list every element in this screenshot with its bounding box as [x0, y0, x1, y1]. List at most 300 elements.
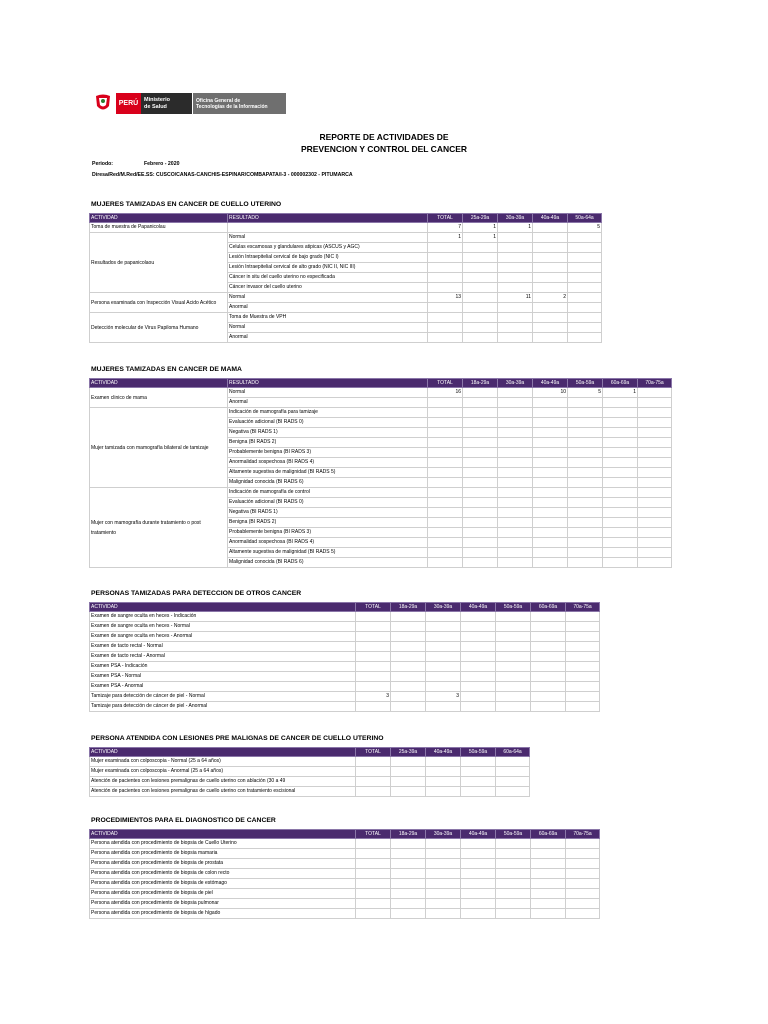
value-cell [461, 909, 496, 919]
value-cell [498, 303, 533, 313]
value-cell [463, 528, 498, 538]
value-cell: 1 [463, 233, 498, 243]
value-cell [391, 622, 426, 632]
activity-cell: Examen PSA - Anormal [90, 682, 356, 692]
value-cell [461, 839, 496, 849]
value-cell: 1 [428, 233, 463, 243]
column-header: 25a-39a [391, 748, 426, 757]
value-cell [463, 498, 498, 508]
value-cell [498, 263, 533, 273]
value-cell [531, 839, 566, 849]
period-label: Periodo: [92, 161, 114, 167]
result-cell: Anormalidad sospechosa (BI RADS 4) [228, 538, 428, 548]
value-cell [568, 538, 603, 548]
value-cell [531, 869, 566, 879]
result-cell: Malignidad conocida (BI RADS 6) [228, 478, 428, 488]
value-cell [603, 478, 638, 488]
table-row [90, 869, 600, 879]
table-row [90, 652, 600, 662]
value-cell [356, 642, 391, 652]
value-cell [531, 909, 566, 919]
value-cell [638, 558, 672, 568]
result-cell: Normal [228, 293, 428, 303]
value-cell [356, 787, 391, 797]
value-cell [533, 263, 568, 273]
table-header-row [90, 379, 672, 388]
table-row [90, 839, 600, 849]
activity-cell: Examen PSA - Indicación [90, 662, 356, 672]
value-cell [533, 408, 568, 418]
column-header: TOTAL [428, 379, 463, 388]
value-cell [356, 652, 391, 662]
value-cell [428, 528, 463, 538]
value-cell [356, 682, 391, 692]
value-cell [603, 548, 638, 558]
value-cell [463, 273, 498, 283]
value-cell [568, 478, 603, 488]
value-cell [566, 642, 600, 652]
value-cell [428, 518, 463, 528]
value-cell [463, 243, 498, 253]
value-cell [496, 612, 531, 622]
value-cell [428, 303, 463, 313]
value-cell [391, 672, 426, 682]
value-cell [568, 528, 603, 538]
value-cell [531, 859, 566, 869]
result-cell: Malignidad conocida (BI RADS 6) [228, 558, 428, 568]
value-cell [498, 243, 533, 253]
value-cell [461, 682, 496, 692]
value-cell [638, 388, 672, 398]
value-cell [498, 548, 533, 558]
value-cell [463, 333, 498, 343]
value-cell [428, 468, 463, 478]
value-cell [426, 839, 461, 849]
value-cell [356, 849, 391, 859]
value-cell [638, 418, 672, 428]
table-row [90, 488, 672, 498]
value-cell [356, 662, 391, 672]
value-cell [566, 682, 600, 692]
value-cell [498, 498, 533, 508]
report-title-line-2: PREVENCION Y CONTROL DEL CANCER [300, 144, 468, 154]
table-row [90, 899, 600, 909]
activity-cell: Persona atendida con procedimiento de biopsia de hígado [90, 909, 356, 919]
value-cell [461, 787, 496, 797]
value-cell [496, 839, 531, 849]
table-row [90, 702, 600, 712]
value-cell [533, 448, 568, 458]
value-cell [568, 293, 602, 303]
value-cell [461, 889, 496, 899]
value-cell [568, 468, 603, 478]
value-cell [356, 757, 391, 767]
value-cell [533, 233, 568, 243]
value-cell [533, 273, 568, 283]
value-cell [428, 333, 463, 343]
value-cell [531, 849, 566, 859]
value-cell [533, 323, 568, 333]
column-header: 18a-29a [391, 830, 426, 839]
value-cell [603, 418, 638, 428]
value-cell [533, 528, 568, 538]
value-cell [428, 398, 463, 408]
value-cell [391, 849, 426, 859]
column-header: TOTAL [356, 748, 391, 757]
value-cell [533, 558, 568, 568]
value-cell [496, 899, 531, 909]
value-cell [391, 909, 426, 919]
ministry-line-1: Ministerio [144, 97, 170, 103]
table-row [90, 757, 530, 767]
result-cell: Normal [228, 233, 428, 243]
value-cell [603, 538, 638, 548]
activity-cell: Mujer tamizada con mamografía bilateral de tamizaje [90, 408, 228, 488]
section-title-other-cancer: PERSONAS TAMIZADAS PARA DETECCION DE OTROS CANCER [91, 590, 302, 597]
value-cell [603, 428, 638, 438]
table-row [90, 692, 600, 702]
section-title-premalignant: PERSONA ATENDIDA CON LESIONES PRE MALIGNAS DE CANCER DE CUELLO UTERINO [91, 735, 384, 742]
value-cell [391, 757, 426, 767]
column-header: 40a-49a [533, 214, 568, 223]
value-cell [531, 612, 566, 622]
column-header: 30a-39a [426, 830, 461, 839]
value-cell [391, 652, 426, 662]
value-cell [533, 548, 568, 558]
value-cell [428, 448, 463, 458]
column-header: ACTIVIDAD [90, 214, 228, 223]
value-cell [391, 767, 426, 777]
value-cell [531, 879, 566, 889]
result-cell: Negativa (BI RADS 1) [228, 508, 428, 518]
value-cell [463, 323, 498, 333]
value-cell [498, 283, 533, 293]
column-header: 30a-39a [426, 603, 461, 612]
value-cell [638, 538, 672, 548]
value-cell [426, 859, 461, 869]
value-cell [533, 458, 568, 468]
value-cell [496, 652, 531, 662]
column-header: ACTIVIDAD [90, 379, 228, 388]
result-cell: Altamente sugestiva de malignidad (BI RADS 5) [228, 548, 428, 558]
value-cell [638, 508, 672, 518]
value-cell [603, 458, 638, 468]
value-cell [428, 243, 463, 253]
column-header: TOTAL [356, 603, 391, 612]
column-header: 40a-49a [426, 748, 461, 757]
value-cell [428, 538, 463, 548]
activity-cell: Examen de sangre oculta en heces - Indicación [90, 612, 356, 622]
value-cell [463, 263, 498, 273]
table-row [90, 682, 600, 692]
value-cell [461, 612, 496, 622]
value-cell [568, 418, 603, 428]
value-cell [463, 408, 498, 418]
value-cell [391, 692, 426, 702]
column-header: 50a-59a [568, 379, 603, 388]
value-cell [603, 488, 638, 498]
value-cell [603, 528, 638, 538]
value-cell [566, 879, 600, 889]
value-cell [566, 702, 600, 712]
activity-cell: Resultados de papanicolaou [90, 233, 228, 293]
value-cell [498, 528, 533, 538]
value-cell [461, 662, 496, 672]
value-cell: 10 [533, 388, 568, 398]
value-cell [463, 518, 498, 528]
result-cell: Anormalidad sospechosa (BI RADS 4) [228, 458, 428, 468]
value-cell [566, 612, 600, 622]
result-cell: Lesión Intraepitelial cervical de alto grado (NIC II, NIC III) [228, 263, 428, 273]
value-cell [498, 273, 533, 283]
value-cell [498, 538, 533, 548]
minsa-logo [92, 93, 286, 114]
column-header: ACTIVIDAD [90, 830, 356, 839]
value-cell [496, 849, 531, 859]
activity-cell: Detección molecular de Virus Papiloma Humano [90, 313, 228, 343]
result-cell: Probablemente benigna (BI RADS 3) [228, 528, 428, 538]
diresa-line: Diresa/Red/M.Red/EE.SS: CUSCO/CANAS-CANCHIS-ESPINAR/COMBAPATA/I-3 - 000002302 - PITUMARCA [92, 172, 353, 178]
value-cell [498, 313, 533, 323]
value-cell: 1 [463, 223, 498, 233]
report-title-line-1: REPORTE DE ACTIVIDADES DE [319, 132, 449, 142]
value-cell [356, 672, 391, 682]
table-row [90, 293, 602, 303]
activity-cell: Examen de sangre oculta en heces - Normal [90, 622, 356, 632]
value-cell [463, 468, 498, 478]
table-row [90, 889, 600, 899]
office-line-2: Tecnologías de la Información [196, 103, 268, 110]
value-cell [463, 303, 498, 313]
activity-cell: Persona atendida con procedimiento de biopsia mamaria [90, 849, 356, 859]
value-cell [531, 662, 566, 672]
value-cell [498, 398, 533, 408]
ministry-label [141, 93, 192, 114]
value-cell [461, 622, 496, 632]
result-cell: Negativa (BI RADS 1) [228, 428, 428, 438]
value-cell [496, 777, 530, 787]
value-cell [461, 879, 496, 889]
value-cell [498, 253, 533, 263]
value-cell: 7 [428, 223, 463, 233]
value-cell [426, 642, 461, 652]
value-cell [603, 518, 638, 528]
column-header: 40a-49a [461, 603, 496, 612]
column-header: 18a-29a [391, 603, 426, 612]
result-cell: Anormal [228, 303, 428, 313]
value-cell [566, 909, 600, 919]
value-cell [568, 253, 602, 263]
value-cell [638, 468, 672, 478]
result-cell: Anormal [228, 398, 428, 408]
table-row [90, 787, 530, 797]
value-cell [566, 622, 600, 632]
column-header: 30a-39a [498, 379, 533, 388]
value-cell [461, 899, 496, 909]
activity-cell: Persona atendida con procedimiento de biopsia de piel [90, 889, 356, 899]
value-cell [428, 418, 463, 428]
section-title-diagnostic: PROCEDIMIENTOS PARA EL DIAGNOSTICO DE CANCER [91, 817, 276, 824]
value-cell [603, 438, 638, 448]
value-cell: 5 [568, 388, 603, 398]
activity-cell: Persona atendida con procedimiento de biopsia de estómago [90, 879, 356, 889]
table-row [90, 879, 600, 889]
value-cell [391, 859, 426, 869]
table-row [90, 612, 600, 622]
value-cell [461, 702, 496, 712]
value-cell [533, 498, 568, 508]
value-cell [391, 839, 426, 849]
value-cell [533, 488, 568, 498]
value-cell [531, 899, 566, 909]
result-cell: Indicación de mamografía de control [228, 488, 428, 498]
column-header: 60a-69a [531, 603, 566, 612]
value-cell [426, 889, 461, 899]
value-cell [428, 458, 463, 468]
column-header: 30a-39a [498, 214, 533, 223]
table-row [90, 313, 602, 323]
value-cell [566, 692, 600, 702]
value-cell [603, 448, 638, 458]
column-header: 60a-69a [531, 830, 566, 839]
value-cell [496, 642, 531, 652]
value-cell [568, 548, 603, 558]
value-cell [566, 869, 600, 879]
value-cell [533, 508, 568, 518]
value-cell: 13 [428, 293, 463, 303]
value-cell [356, 702, 391, 712]
table-row [90, 859, 600, 869]
value-cell [391, 642, 426, 652]
value-cell [496, 767, 530, 777]
value-cell [498, 233, 533, 243]
value-cell [531, 702, 566, 712]
value-cell [498, 388, 533, 398]
value-cell [428, 283, 463, 293]
column-header: ACTIVIDAD [90, 603, 356, 612]
value-cell [428, 408, 463, 418]
value-cell: 5 [568, 223, 602, 233]
activity-cell: Persona atendida con procedimiento de biopsia de Cuello Uterino [90, 839, 356, 849]
value-cell [461, 859, 496, 869]
value-cell [568, 263, 602, 273]
value-cell [603, 508, 638, 518]
value-cell [428, 428, 463, 438]
value-cell [638, 448, 672, 458]
value-cell [566, 859, 600, 869]
result-cell: Anormal [228, 333, 428, 343]
value-cell [356, 859, 391, 869]
value-cell [531, 642, 566, 652]
value-cell [391, 662, 426, 672]
office-line-1: Oficina General de [196, 97, 241, 104]
value-cell [498, 333, 533, 343]
activity-cell: Persona atendida con procedimiento de biopsia de prostata [90, 859, 356, 869]
value-cell [638, 528, 672, 538]
value-cell [603, 408, 638, 418]
table-row [90, 777, 530, 787]
value-cell [426, 622, 461, 632]
value-cell [461, 849, 496, 859]
activity-cell: Examen clinico de mama [90, 388, 228, 408]
value-cell [391, 612, 426, 622]
table-row [90, 672, 600, 682]
value-cell [568, 273, 602, 283]
value-cell [638, 428, 672, 438]
value-cell [428, 508, 463, 518]
value-cell [533, 253, 568, 263]
value-cell [498, 508, 533, 518]
table-row [90, 642, 600, 652]
result-cell: Benigna (BI RADS 2) [228, 518, 428, 528]
value-cell [463, 538, 498, 548]
result-cell: Evaluación adicional (BI RADS 0) [228, 418, 428, 428]
value-cell [463, 478, 498, 488]
value-cell [463, 418, 498, 428]
value-cell [533, 478, 568, 488]
value-cell [568, 428, 603, 438]
activity-cell: Toma de muestra de Papanicolau [90, 223, 228, 233]
value-cell [463, 283, 498, 293]
value-cell [566, 849, 600, 859]
column-header: ACTIVIDAD [90, 748, 356, 757]
value-cell [426, 672, 461, 682]
value-cell: 16 [428, 388, 463, 398]
value-cell [428, 498, 463, 508]
value-cell [426, 899, 461, 909]
value-cell [428, 313, 463, 323]
value-cell [463, 388, 498, 398]
value-cell [463, 448, 498, 458]
value-cell [428, 478, 463, 488]
value-cell [496, 702, 531, 712]
value-cell [568, 458, 603, 468]
value-cell [603, 498, 638, 508]
value-cell [533, 438, 568, 448]
value-cell [463, 313, 498, 323]
value-cell [356, 622, 391, 632]
value-cell [603, 558, 638, 568]
value-cell [568, 243, 602, 253]
value-cell [356, 889, 391, 899]
breast-screening-table [89, 378, 672, 568]
value-cell [391, 869, 426, 879]
value-cell [391, 787, 426, 797]
value-cell [496, 757, 530, 767]
value-cell [426, 767, 461, 777]
value-cell [426, 849, 461, 859]
value-cell [568, 558, 603, 568]
activity-cell: Tamizaje para detección de cáncer de piel - Normal [90, 692, 356, 702]
value-cell [461, 777, 496, 787]
result-cell: Indicación de mamografía para tamizaje [228, 408, 428, 418]
value-cell [568, 448, 603, 458]
value-cell [531, 889, 566, 899]
value-cell [568, 408, 603, 418]
value-cell [391, 777, 426, 787]
value-cell [603, 468, 638, 478]
value-cell [463, 558, 498, 568]
value-cell [356, 899, 391, 909]
result-cell: Normal [228, 323, 428, 333]
value-cell [496, 879, 531, 889]
value-cell [391, 899, 426, 909]
value-cell [496, 622, 531, 632]
table-row [90, 408, 672, 418]
value-cell [498, 468, 533, 478]
value-cell [426, 787, 461, 797]
value-cell [356, 909, 391, 919]
